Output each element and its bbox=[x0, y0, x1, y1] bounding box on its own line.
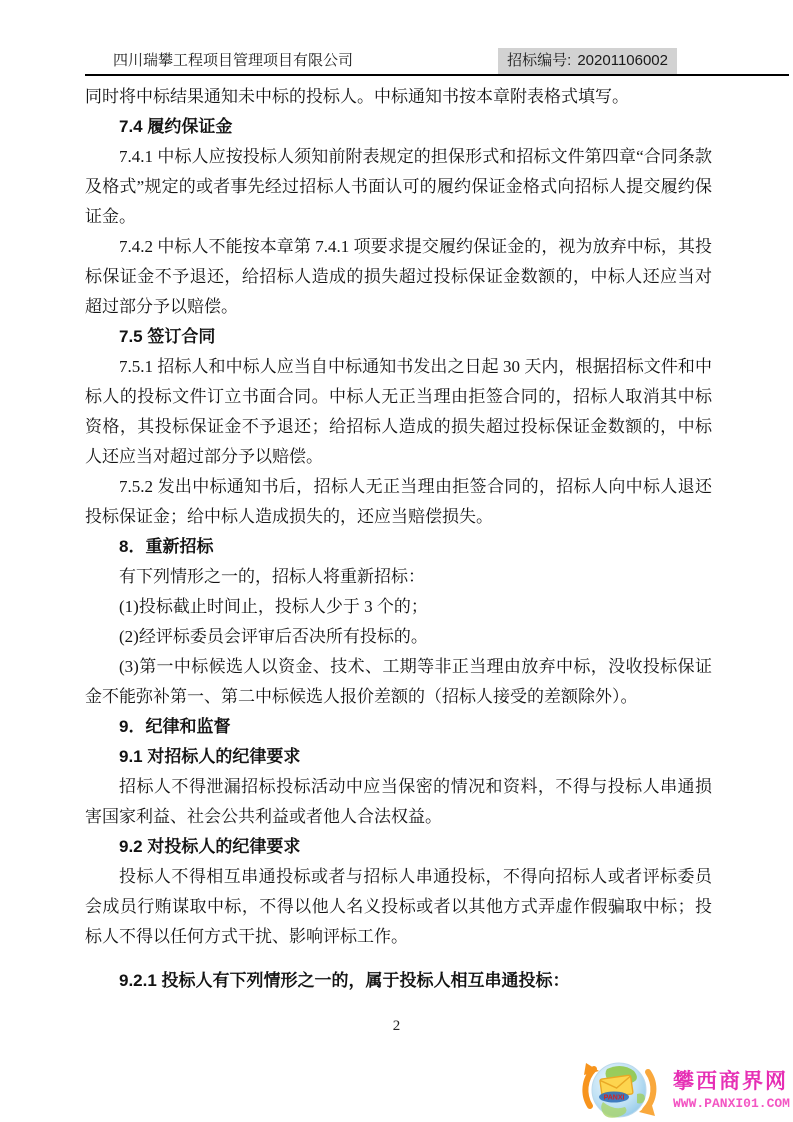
document-body bbox=[85, 82, 712, 996]
panxi-logo-text: PANXI bbox=[603, 1094, 625, 1102]
section-heading: 9．纪律和监督 bbox=[119, 717, 231, 736]
section-heading: 7.5 签订合同 bbox=[119, 327, 216, 346]
paragraph: 7.5.1 招标人和中标人应当自中标通知书发出之日起 30 天内，根据招标文件和中标人的投标文件订立书面合同。中标人无正当理由拒签合同的，招标人取消其中标资格，其投标保证金不予退还；给招标人造成的损失超过投标保证金数额的，中标人还应当对超过部分予以赔偿。 bbox=[85, 357, 712, 466]
tender-number-value: 20201106002 bbox=[577, 52, 668, 69]
paragraph: 有下列情形之一的，招标人将重新招标： bbox=[119, 567, 425, 586]
header-company-name: 四川瑞攀工程项目管理项目有限公司 bbox=[113, 52, 354, 69]
paragraph: 投标人不得相互串通投标或者与招标人串通投标，不得向招标人或者评标委员会成员行贿谋取中标，不得以他人名义投标或者以其他方式弄虚作假骗取中标；投标人不得以任何方式干扰、影响评标工作。 bbox=[85, 867, 712, 946]
paragraph: 7.4.2 中标人不能按本章第 7.4.1 项要求提交履约保证金的，视为放弃中标，其投标保证金不予退还，给招标人造成的损失超过投标保证金数额的，中标人还应当对超过部分予以赔偿。 bbox=[85, 237, 712, 316]
page-header bbox=[85, 44, 789, 76]
tender-number-label: 招标编号: bbox=[507, 52, 572, 69]
watermark bbox=[577, 1060, 790, 1120]
paragraph: 7.5.2 发出中标通知书后，招标人无正当理由拒签合同的，招标人向中标人退还投标保证金；给中标人造成损失的，还应当赔偿损失。 bbox=[85, 477, 712, 526]
paragraph: (3)第一中标候选人以资金、技术、工期等非正当理由放弃中标，没收投标保证金不能弥补第一、第二中标候选人报价差额的（招标人接受的差额除外）。 bbox=[85, 657, 712, 706]
watermark-site-name: 攀西商界网 bbox=[672, 1069, 788, 1093]
section-heading: 9.2.1 投标人有下列情形之一的，属于投标人相互串通投标： bbox=[119, 971, 570, 990]
page-number: 2 bbox=[392, 1018, 401, 1034]
section-heading: 8．重新招标 bbox=[119, 537, 214, 556]
header-tender-number bbox=[498, 48, 677, 74]
section-heading: 9.1 对招标人的纪律要求 bbox=[119, 747, 301, 766]
paragraph: (1)投标截止时间止，投标人少于 3 个的； bbox=[119, 597, 428, 616]
panxi-globe-logo-icon bbox=[577, 1060, 669, 1120]
paragraph: 7.4.1 中标人应按投标人须知前附表规定的担保形式和招标文件第四章“合同条款及格式”规定的或者事先经过招标人书面认可的履约保证金格式向招标人提交履约保证金。 bbox=[85, 147, 712, 226]
paragraph: (2)经评标委员会评审后否决所有投标的。 bbox=[119, 627, 428, 646]
watermark-site-url: WWW.PANXI01.COM bbox=[672, 1095, 790, 1111]
section-heading: 7.4 履约保证金 bbox=[119, 117, 233, 136]
paragraph: 招标人不得泄漏招标投标活动中应当保密的情况和资料，不得与投标人串通损害国家利益、社会公共利益或者他人合法权益。 bbox=[85, 777, 712, 826]
paragraph: 同时将中标结果通知未中标的投标人。中标通知书按本章附表格式填写。 bbox=[85, 87, 629, 106]
section-heading: 9.2 对投标人的纪律要求 bbox=[119, 837, 301, 856]
